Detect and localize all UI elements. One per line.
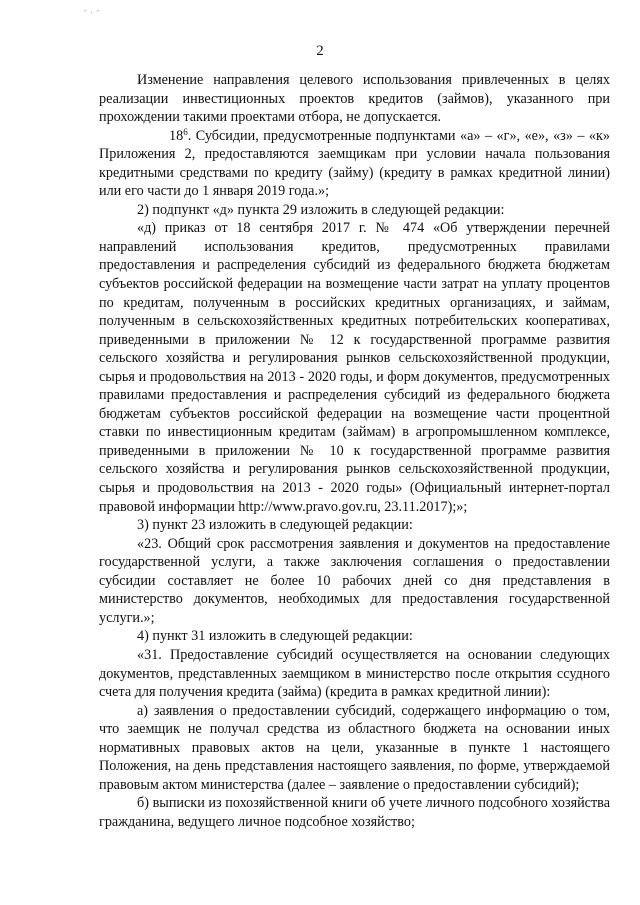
paragraph-18-6 (99, 127, 610, 201)
paragraph: «д) приказ от 18 сентября 2017 г. № 474 «Об утверждении перечней направлений использования кредитов, предусмотренных правилами предоставления и распределения субсидий из федерального бюджета бюджетам субъектов российской федерации на возмещение части затрат на уплату процентов по кредитам, полученным в российских кредитных организациях, и займам, полученным в сельскохозяйственных кредитных потребительских кооперативах, приведенными в приложении № 12 к государственной программе развития сельского хозяйства и регулирования рынков сельскохозяйственной продукции, сырья и продовольствия на 2013 - 2020 годы, и форм документов, предусмотренных правилами предоставления и распределения субсидий из федерального бюджета бюджетам субъектов российской федерации на возмещение части процентной ставки по инвестиционным кредитам (займам) в агропромышленном комплексе, приведенными в приложении № 10 к государственной программе развития сельского хозяйства и регулирования рынков сельскохозяйственной продукции, сырья и продовольствия на 2013 - 2020 годы» (Официальный интернет-портал правовой информации http://www.pravo.gov.ru, 23.11.2017);»; (99, 220, 610, 515)
page-number: 2 (316, 43, 324, 59)
paragraph-number: 18 (169, 127, 184, 144)
paragraph: 4) пункт 31 изложить в следующей редакции: (137, 628, 413, 645)
paragraph-number-superscript: 6 (183, 126, 188, 137)
paragraph-text: . Субсидии, предусмотренные подпунктами «а» – «г», «е», «з» – «к» Приложения 2, предоставляются заемщикам при условии начала пользования кредитными средствами по кредиту (займу) (кредиту в рамках кредитной линии) или его части до 1 января 2019 года.»; (99, 127, 610, 200)
paragraph: Изменение направления целевого использования привлеченных в целях реализации инвестиционных проектов кредитов (займов), указанного при прохождении такими проектами отбора, не допускается. (99, 72, 610, 126)
document-body (99, 71, 610, 831)
paragraph: «31. Предоставление субсидий осуществляется на основании следующих документов, представленных заемщиком в министерство после открытия ссудного счета для получения кредита (займа) (кредита в рамках кредитной линии): (99, 646, 610, 701)
paragraph: «23. Общий срок рассмотрения заявления и документов на предоставление государственной услуги, а также заключения соглашения о предоставлении субсидии составляет не более 10 рабочих дней со дня представления в министерство документов, необходимых для предоставления государственной услуги.»; (99, 535, 610, 626)
paragraph: 2) подпункт «д» пункта 29 изложить в следующей редакции: (137, 201, 505, 218)
paragraph: а) заявления о предоставлении субсидий, содержащего информацию о том, что заемщик не получал средства из областного бюджета на основании иных нормативных правовых актов на цели, указанные в пункте 1 настоящего Положения, на день представления настоящего заявления, по форме, утверждаемой правовым актом министерства (далее – заявление о предоставлении субсидий); (99, 702, 610, 793)
scan-corner-mark: - . - (84, 6, 101, 15)
paragraph: 3) пункт 23 изложить в следующей редакции: (137, 517, 413, 534)
paragraph: б) выписки из похозяйственной книги об учете личного подсобного хозяйства гражданина, ведущего личное подсобное хозяйство; (99, 795, 610, 830)
